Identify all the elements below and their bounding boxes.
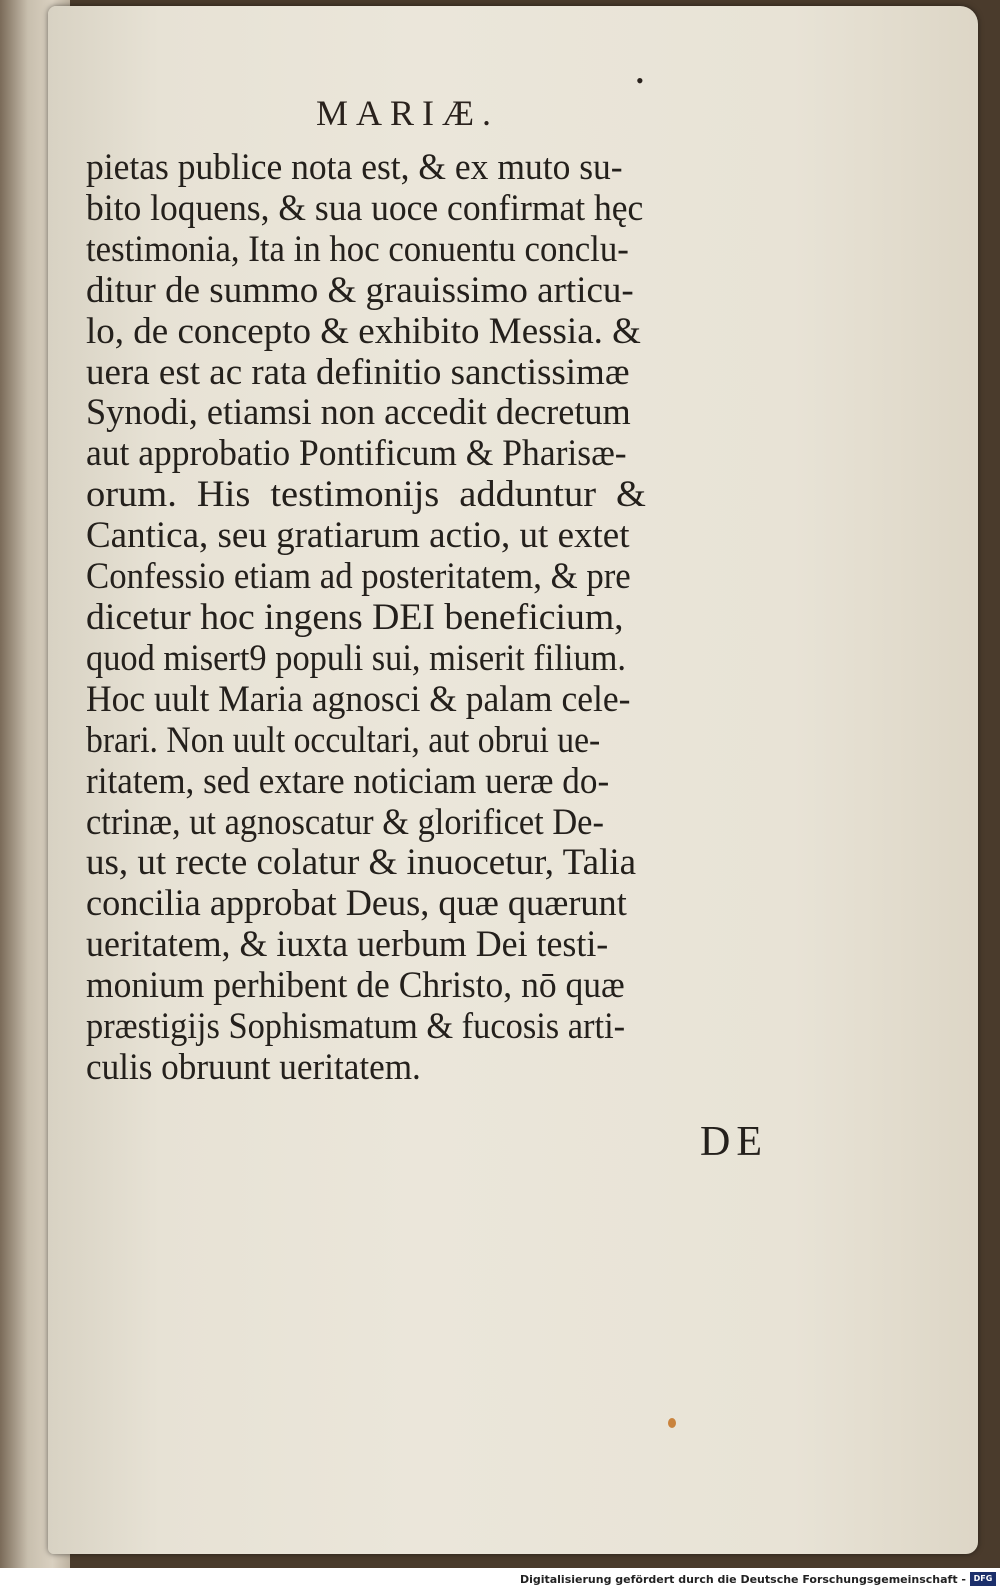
text-line: Synodi, etiamsi non accedit decretum [86,392,631,434]
body-text [86,148,786,1089]
text-line: ditur de summo & grauissimo articu- [86,269,634,311]
footer-bar [0,1568,1000,1596]
running-head: MARIÆ. [316,93,500,133]
text-line: Cantica, seu gratiarum actio, ut extet [86,515,630,557]
book-page [48,6,978,1554]
text-line: uera est ac rata definitio sanctissimæ [86,351,630,393]
text-line: orum. His testimonijs adduntur & [86,474,646,516]
text-line: aut approbatio Pontificum & Pharisæ- [86,433,627,475]
text-line: ritatem, sed extare noticiam ueræ do- [86,760,610,802]
paper-stain [668,1418,676,1428]
text-line: lo, de concepto & exhibito Messia. & [86,310,641,352]
catchword: DE [700,1119,768,1165]
text-line: brari. Non uult occultari, aut obrui ue- [86,719,601,761]
dfg-logo: DFG [970,1572,996,1586]
text-line: Confessio etiam ad posteritatem, & pre [86,556,631,598]
text-line: ueritatem, & iuxta uerbum Dei testi- [86,924,609,966]
text-line: ctrinæ, ut agnoscatur & glorificet De- [86,801,604,843]
text-line: concilia approbat Deus, quæ quærunt [86,883,627,925]
text-line: quod misert9 populi sui, miserit filium. [86,637,627,679]
text-line: monium perhibent de Christo, nō quæ [86,965,625,1007]
text-line: dicetur hoc ingens DEI beneficium, [86,596,624,638]
text-line: culis obruunt ueritatem. [86,1046,421,1088]
text-line: pietas publice nota est, & ex muto su- [86,147,623,188]
text-line: bito loquens, & sua uoce confirmat hęc [86,187,644,229]
ink-speck: • [636,68,644,93]
text-line: præstigijs Sophismatum & fucosis arti- [86,1006,626,1048]
text-line: us, ut recte colatur & inuocetur, Talia [86,842,637,884]
text-line: Hoc uult Maria agnosci & palam cele- [86,678,631,720]
text-line: testimonia, Ita in hoc conuentu conclu- [86,228,629,270]
footer-credit: Digitalisierung gefördert durch die Deutsche Forschungsgemeinschaft - [519,1573,966,1586]
